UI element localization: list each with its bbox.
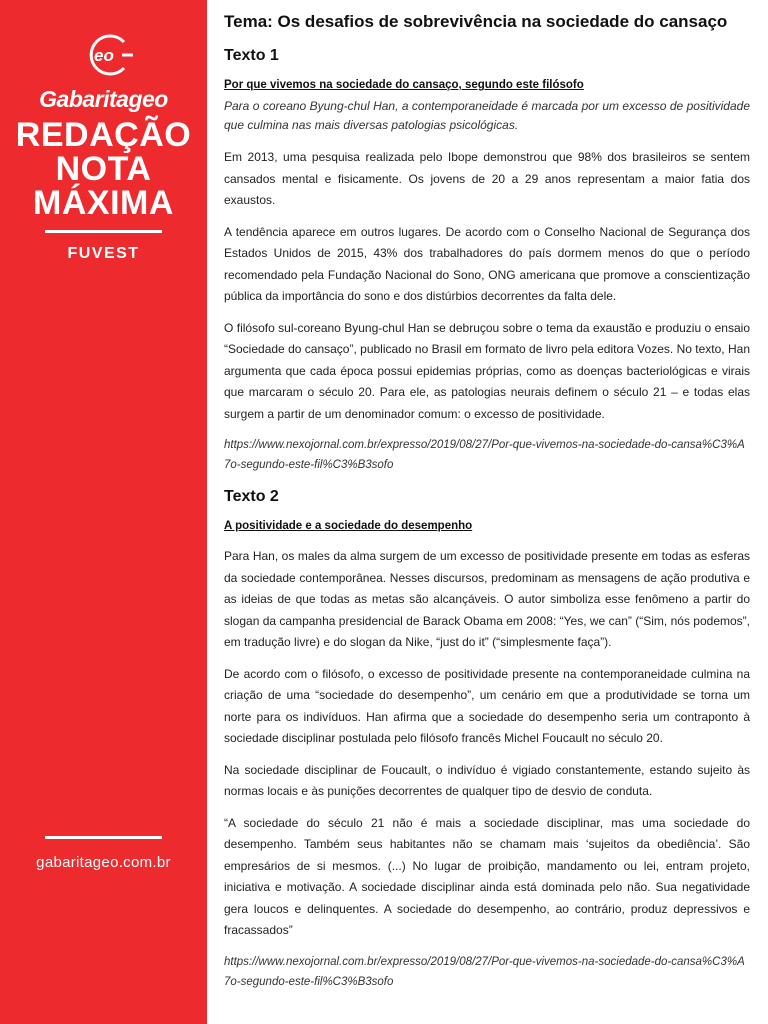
exam-label: FUVEST <box>67 245 140 262</box>
texto1-intro: Para o coreano Byung-chul Han, a contemporaneidade é marcada por um excesso de positividade que culmina nas mais diversas patologias psicológicas. <box>224 99 750 132</box>
texto2-paragraph: Para Han, os males da alma surgem de um excesso de positividade presente em todas as esferas da sociedade contemporânea. Nesses discursos, predominam as mensagens de ação produtiva e as ideias de que todas as metas são alcançáveis. O autor simboliza esse fenômeno a partir do slogan da campanha presidencial de Barack Obama em 2008: “Yes, we can” (“Sim, nós podemos”, em tradução livre) e do slogan da Nike, “just do it” (“simplesmente faça”). <box>224 549 750 649</box>
theme-title: Tema: Os desafios de sobrevivência na sociedade do cansaço <box>224 12 728 31</box>
gabaritageo-logo-icon <box>84 30 134 80</box>
texto2-quote: “A sociedade do século 21 não é mais a sociedade disciplinar, mas uma sociedade do desempenho. Também seus habitantes não se chamam mais ‘sujeitos da obediência’. São empresários de si mesmos. (...) No lugar de proibição, mandamento ou lei, entram projeto, iniciativa e motivação. A sociedade disciplinar ainda está dominada pelo não. Sua negatividade gera loucos e delinquentes. A sociedade do desempenho, ao contrário, produz depressivos e fracassados” <box>224 815 750 937</box>
texto1-paragraph: Em 2013, uma pesquisa realizada pelo Ibope demonstrou que 98% dos brasileiros se sentem cansados mental e fisicamente. Os jovens de 20 a 29 anos representam a maior fatia dos exaustos. <box>224 150 750 207</box>
headline-line-1: REDAÇÃO <box>15 116 192 154</box>
divider <box>45 230 162 233</box>
headline <box>0 118 207 220</box>
texto1-paragraph: A tendência aparece em outros lugares. De acordo com o Conselho Nacional de Segurança dos Estados Unidos de 2015, 43% dos trabalhadores do país dormem menos do que o período recomendado pela Fundação Nacional do Sono, ONG americana que promove a conscientização pública da importância do sono e dos distúrbios decorrentes da falta dele. <box>224 224 750 303</box>
texto2-paragraph: Na sociedade disciplinar de Foucault, o indivíduo é vigiado constantemente, estando sujeito às normas locais e às punições decorrentes de qualquer tipo de desvio de conduta. <box>224 762 750 798</box>
texto1-heading: Texto 1 <box>224 47 279 64</box>
brand-name: Gabaritageo <box>39 86 168 112</box>
divider <box>45 836 162 839</box>
texto1-subheading: Por que vivemos na sociedade do cansaço, segundo este filósofo <box>224 79 584 91</box>
sidebar <box>0 0 207 1024</box>
texto2-subheading: A positividade e a sociedade do desempenho <box>224 520 473 532</box>
texto1-source-link[interactable]: https://www.nexojornal.com.br/expresso/2019/08/27/Por-que-vivemos-na-sociedade-do-cansa%C3%A7o-segundo-este-fil%C3%B3sofo <box>224 439 745 471</box>
headline-line-2: NOTA <box>55 150 152 188</box>
texto2-source-link[interactable]: https://www.nexojornal.com.br/expresso/2019/08/27/Por-que-vivemos-na-sociedade-do-cansa%C3%A7o-segundo-este-fil%C3%B3sofo <box>224 955 745 988</box>
headline-line-3: MÁXIMA <box>33 184 174 222</box>
svg-text:eo: eo <box>94 46 114 65</box>
document-content <box>224 12 750 1005</box>
website-link[interactable]: gabaritageo.com.br <box>36 854 171 871</box>
texto2-paragraph: De acordo com o filósofo, o excesso de positividade presente na contemporaneidade culmina na criação de uma “sociedade do desempenho”, um cenário em que a produtividade se torna um norte para os indivíduos. Han afirma que a sociedade do desempenho seria um contraponto à sociedade disciplinar postulada pelo filósofo francês Michel Foucault no século 20. <box>224 666 750 745</box>
texto1-paragraph: O filósofo sul-coreano Byung-chul Han se debruçou sobre o tema da exaustão e produziu o ensaio “Sociedade do cansaço”, publicado no Brasil em formato de livro pela editora Vozes. No texto, Han argumenta que cada época possui epidemias próprias, como as doenças bacteriológicas e virais que marcaram o século 20. Para ele, as patologias neurais definem o século 21 – e todas elas surgem a partir de um denominador comum: o excesso de positividade. <box>224 320 750 421</box>
texto2-heading: Texto 2 <box>224 488 279 505</box>
